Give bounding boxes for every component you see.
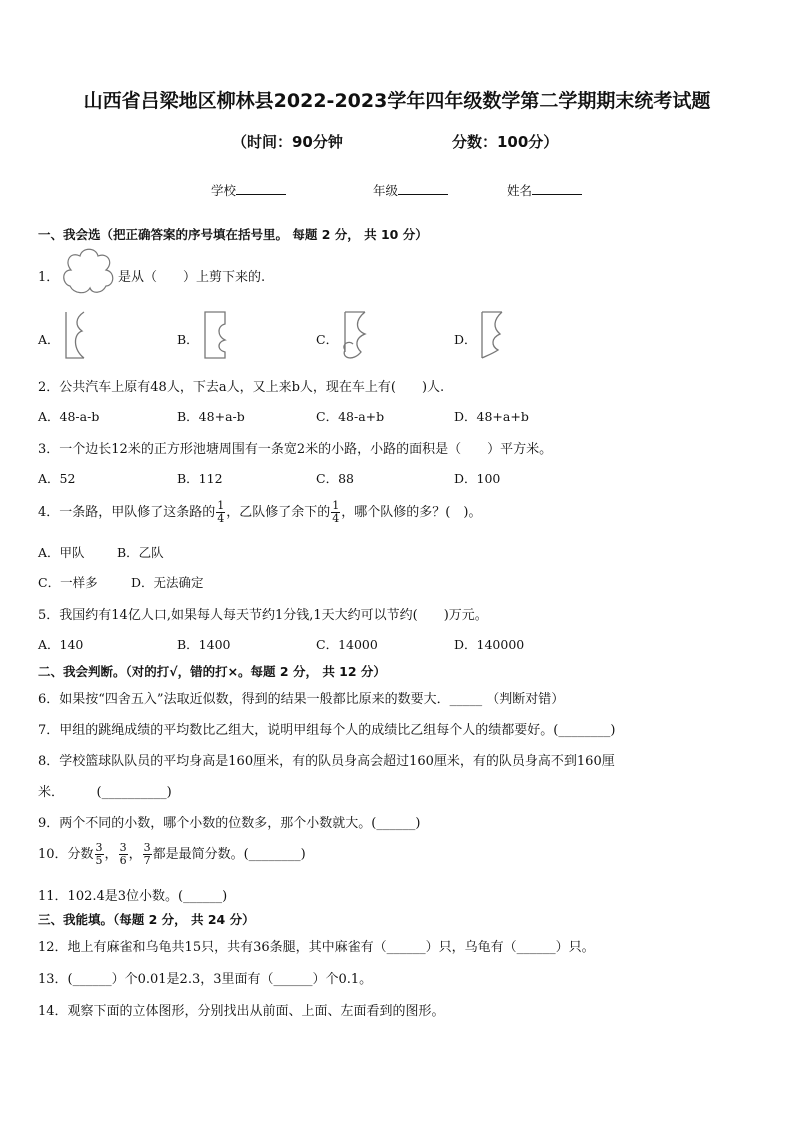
q10-separator-1: ， bbox=[104, 847, 118, 862]
grade-field bbox=[373, 181, 448, 199]
q1-option-b-figure bbox=[203, 312, 229, 360]
q4-part3: ，哪个队修的多？( )。 bbox=[341, 505, 482, 520]
school-field bbox=[211, 181, 286, 199]
q4-option-d[interactable]: D．无法确定 bbox=[131, 575, 204, 590]
q2-text: 2．公共汽车上原有48人，下去a人，又上来b人，现在车上有( )人. bbox=[38, 380, 445, 395]
q4-fraction-1 bbox=[216, 500, 225, 525]
q4-part2: ，乙队修了余下的 bbox=[226, 505, 331, 520]
section2-title: 二、我会判断。（对的打√，错的打×。每题 2 分， 共 12 分） bbox=[38, 664, 386, 679]
q4-part1: 4．一条路，甲队修了这条路的 bbox=[38, 505, 216, 520]
q3-option-d[interactable]: D．100 bbox=[454, 471, 501, 486]
q1-option-d-figure bbox=[480, 312, 506, 360]
q10-separator-2: ， bbox=[128, 847, 142, 862]
q3-option-c[interactable]: C．88 bbox=[316, 471, 354, 486]
q4-option-a[interactable]: A．甲队 bbox=[38, 545, 85, 560]
cloud-shape-figure bbox=[62, 248, 114, 298]
q3-option-a[interactable]: A．52 bbox=[38, 471, 76, 486]
q10-suffix: 都是最简分数。(________) bbox=[152, 847, 306, 862]
q13-text: 13．(______）个0.01是2.3，3里面有（______）个0.1。 bbox=[38, 972, 373, 987]
q10-fraction-3-7 bbox=[143, 842, 152, 867]
q1-option-a[interactable]: A． bbox=[38, 332, 60, 347]
q4-fraction-1-numerator: 1 bbox=[217, 499, 225, 512]
q10-fraction-3-6 bbox=[119, 842, 128, 867]
q5-option-c[interactable]: C．14000 bbox=[316, 637, 378, 652]
q9-text: 9．两个不同的小数，哪个小数的位数多，那个小数就大。(______) bbox=[38, 816, 421, 831]
q1-option-b[interactable]: B． bbox=[177, 332, 199, 347]
name-blank[interactable] bbox=[532, 182, 582, 195]
exam-title: 山西省吕梁地区柳林县2022-2023学年四年级数学第二学期期末统考试题 bbox=[83, 90, 711, 112]
q1-option-a-figure bbox=[64, 312, 88, 360]
q4-option-c[interactable]: C．一样多 bbox=[38, 575, 98, 590]
q5-option-d[interactable]: D．140000 bbox=[454, 637, 525, 652]
grade-label: 年级 bbox=[373, 183, 399, 198]
q3-text: 3．一个边长12米的正方形池塘周围有一条宽2米的小路，小路的面积是（ ）平方米。 bbox=[38, 442, 553, 457]
name-field bbox=[507, 181, 582, 199]
q3-option-b[interactable]: B．112 bbox=[177, 471, 223, 486]
grade-blank[interactable] bbox=[398, 182, 448, 195]
name-label: 姓名 bbox=[507, 183, 533, 198]
q1-text: 是从（ ）上剪下来的. bbox=[118, 270, 266, 285]
q10-fraction-1-denominator: 5 bbox=[95, 854, 103, 867]
q12-text: 12．地上有麻雀和乌龟共15只，共有36条腿，其中麻雀有（______）只，乌龟有（______）只。 bbox=[38, 940, 595, 955]
q10-prefix: 10．分数 bbox=[38, 847, 94, 862]
q10-fraction-3-numerator: 3 bbox=[143, 841, 151, 854]
exam-score: 分数：100分） bbox=[452, 133, 559, 151]
q7-text: 7．甲组的跳绳成绩的平均数比乙组大，说明甲组每个人的成绩比乙组每个人的绩都要好。(________) bbox=[38, 723, 616, 738]
q4-option-b[interactable]: B．乙队 bbox=[117, 545, 164, 560]
q10-fraction-1-numerator: 3 bbox=[95, 841, 103, 854]
q4-fraction-2-numerator: 1 bbox=[332, 499, 340, 512]
q10-fraction-2-denominator: 6 bbox=[119, 854, 127, 867]
exam-time: （时间：90分钟 bbox=[232, 133, 343, 151]
q1-number: 1． bbox=[38, 270, 60, 285]
q5-option-b[interactable]: B．1400 bbox=[177, 637, 231, 652]
q5-text: 5．我国约有14亿人口,如果每人每天节约1分钱,1天大约可以节约( )万元。 bbox=[38, 608, 488, 623]
q4-text bbox=[38, 500, 481, 525]
q2-option-c[interactable]: C．48-a+b bbox=[316, 409, 385, 424]
section3-title: 三、我能填。（每题 2 分， 共 24 分） bbox=[38, 912, 255, 927]
q5-option-a[interactable]: A．140 bbox=[38, 637, 84, 652]
q10-fraction-3-denominator: 7 bbox=[143, 854, 151, 867]
q2-option-a[interactable]: A．48-a-b bbox=[38, 409, 100, 424]
q8-text-line2: 米． (__________) bbox=[38, 785, 172, 800]
q10-fraction-2-numerator: 3 bbox=[119, 841, 127, 854]
q2-option-d[interactable]: D．48+a+b bbox=[454, 409, 529, 424]
school-label: 学校 bbox=[211, 183, 237, 198]
q1-option-c-figure bbox=[341, 312, 371, 360]
q1-option-d[interactable]: D． bbox=[454, 332, 477, 347]
q11-text: 11．102.4是3位小数。(______) bbox=[38, 889, 228, 904]
q4-fraction-2 bbox=[331, 500, 340, 525]
q2-option-b[interactable]: B．48+a-b bbox=[177, 409, 245, 424]
q8-text-line1: 8．学校篮球队队员的平均身高是160厘米，有的队员身高会超过160厘米，有的队员身高不到160厘 bbox=[38, 754, 615, 769]
school-blank[interactable] bbox=[236, 182, 286, 195]
q4-fraction-2-denominator: 4 bbox=[332, 512, 340, 525]
q6-text: 6．如果按“四舍五入”法取近似数，得到的结果一般都比原来的数要大．_____ （判断对错） bbox=[38, 692, 565, 707]
q14-text: 14．观察下面的立体图形，分别找出从前面、上面、左面看到的图形。 bbox=[38, 1004, 445, 1019]
q10-fraction-3-5 bbox=[95, 842, 104, 867]
section1-title: 一、我会选（把正确答案的序号填在括号里。 每题 2 分， 共 10 分） bbox=[38, 227, 428, 242]
q10-text bbox=[38, 842, 306, 867]
q4-fraction-1-denominator: 4 bbox=[217, 512, 225, 525]
q1-option-c[interactable]: C． bbox=[316, 332, 339, 347]
